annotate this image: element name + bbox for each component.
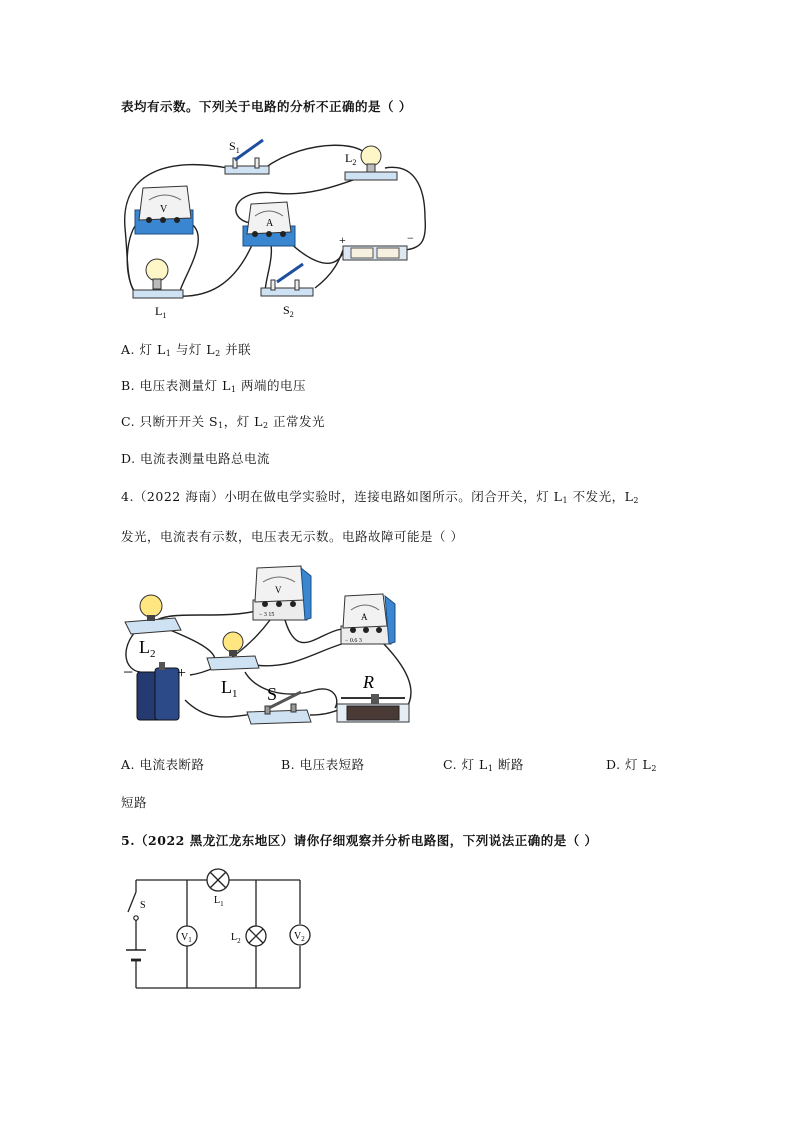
ammeter-scale: − 0.6 3 xyxy=(345,638,362,644)
ammeter-label: A xyxy=(361,612,368,622)
bulb-l1-icon xyxy=(133,259,183,298)
battery-icon xyxy=(343,246,407,260)
switch-s-icon xyxy=(247,692,311,724)
label-l1: $L_1$ xyxy=(214,895,224,908)
ammeter-icon xyxy=(341,594,395,644)
label-l2: $L_2$ xyxy=(231,932,241,945)
lamp-l2-icon xyxy=(246,926,266,946)
battery-icon xyxy=(137,662,179,720)
battery-plus: + xyxy=(339,233,346,247)
q4-option-d-cont: 短路 xyxy=(121,795,148,810)
bulb-l1-icon xyxy=(207,632,259,670)
label-s: S xyxy=(140,900,146,911)
q3-option-a: A. 灯 $L_1$ 与灯 $L_2$ 并联 xyxy=(121,342,252,358)
lamp-l1-icon xyxy=(207,869,229,891)
label-s: S xyxy=(267,684,278,704)
voltmeter-label: V xyxy=(275,585,282,595)
q4-option-d: D. 灯 $L_2$ xyxy=(606,757,657,773)
switch-contact-icon xyxy=(134,916,138,920)
q3-option-d: D. 电流表测量电路总电流 xyxy=(121,451,271,466)
ammeter-label: A xyxy=(266,218,274,229)
q4-stem-line2: 发光，电流表有示数，电压表无示数。电路故障可能是（ ） xyxy=(121,529,464,544)
battery-minus: − xyxy=(407,231,414,245)
bulb-l2-icon xyxy=(125,595,181,634)
rheostat-icon xyxy=(337,694,409,722)
q4-option-b: B. 电压表短路 xyxy=(281,757,365,772)
battery-icon xyxy=(126,950,146,960)
battery-plus: + xyxy=(177,665,187,682)
q4-stem-line1: 4.（2022 海南）小明在做电学实验时，连接电路如图所示。闭合开关，灯 $L_1$ 不发光，$L_2$ xyxy=(121,489,639,505)
q5-stem: 5.（2022 黑龙江龙东地区）请你仔细观察并分析电路图，下列说法正确的是（ ） xyxy=(121,833,598,848)
label-l1: $L_1$ xyxy=(221,677,238,700)
label-v1: $V_1$ xyxy=(181,932,192,944)
q4-option-a: A. 电流表断路 xyxy=(121,757,205,772)
label-r: R xyxy=(363,672,374,692)
q3-stem-tail: 表均有示数。下列关于电路的分析不正确的是（ ） xyxy=(121,99,412,114)
voltmeter-label: V xyxy=(160,204,168,215)
q4-circuit-figure xyxy=(115,560,425,745)
battery-minus: − xyxy=(123,662,134,682)
label-l2: $L_2$ xyxy=(139,637,156,660)
q4-option-c: C. 灯 $L_1$ 断路 xyxy=(443,757,524,773)
voltmeter-scale: − 3 15 xyxy=(259,612,275,618)
q3-option-c: C. 只断开开关 $S_1$，灯 $L_2$ 正常发光 xyxy=(121,414,326,430)
label-l2: $L_2$ xyxy=(345,151,357,167)
label-s1: $S_1$ xyxy=(229,139,240,155)
q3-option-b: B. 电压表测量灯 $L_1$ 两端的电压 xyxy=(121,378,306,394)
label-l1: $L_1$ xyxy=(155,304,167,320)
q3-circuit-figure xyxy=(115,128,435,323)
q5-circuit-schematic xyxy=(120,862,320,992)
label-s2: $S_2$ xyxy=(283,303,294,319)
label-v2: $V_2$ xyxy=(294,931,305,943)
